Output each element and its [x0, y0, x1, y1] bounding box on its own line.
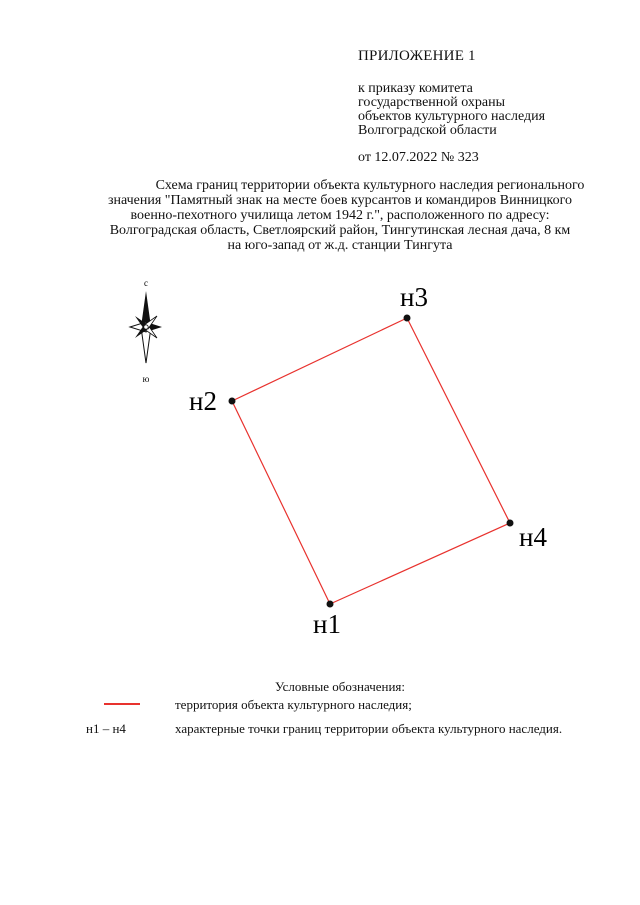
point-n2-marker — [229, 398, 236, 405]
title-line: Волгоградская область, Светлоярский район, Тингутинская лесная дача, 8 км — [109, 223, 571, 238]
order-line: к приказу комитета — [358, 81, 473, 96]
title-line: на юго-запад от ж.д. станции Тингута — [227, 238, 453, 253]
point-n1-label: н1 — [313, 609, 341, 639]
point-n3-marker — [404, 315, 411, 322]
appendix-title: ПРИЛОЖЕНИЕ 1 — [358, 48, 476, 64]
order-line: государственной охраны — [358, 95, 506, 110]
legend-points-code: н1 – н4 — [86, 721, 126, 736]
point-n4-label: н4 — [519, 522, 547, 552]
legend-title: Условные обозначения: — [275, 679, 406, 694]
compass-rose-icon — [130, 278, 162, 384]
point-n4-marker — [507, 520, 514, 527]
title-line: военно-пехотного училища летом 1942 г.", расположенного по адресу: — [130, 208, 550, 223]
point-n2-label: н2 — [189, 386, 217, 416]
title-line: значения "Памятный знак на месте боев курсантов и командиров Винницкого — [107, 193, 573, 208]
legend-points-text: характерные точки границ территории объекта культурного наследия. — [175, 721, 563, 736]
territory-boundary — [232, 318, 510, 604]
legend-boundary-swatch — [104, 703, 140, 705]
compass-north-label: с — [144, 278, 148, 288]
point-n3-label: н3 — [400, 282, 428, 312]
order-date: от 12.07.2022 № 323 — [358, 150, 479, 165]
compass-south-label: ю — [142, 374, 150, 384]
legend-territory-text: территория объекта культурного наследия; — [175, 697, 412, 712]
order-line: Волгоградской области — [358, 123, 497, 138]
point-n1-marker — [327, 601, 334, 608]
order-line: объектов культурного наследия — [358, 109, 546, 124]
title-line: Схема границ территории объекта культурного наследия регионального — [155, 178, 585, 193]
